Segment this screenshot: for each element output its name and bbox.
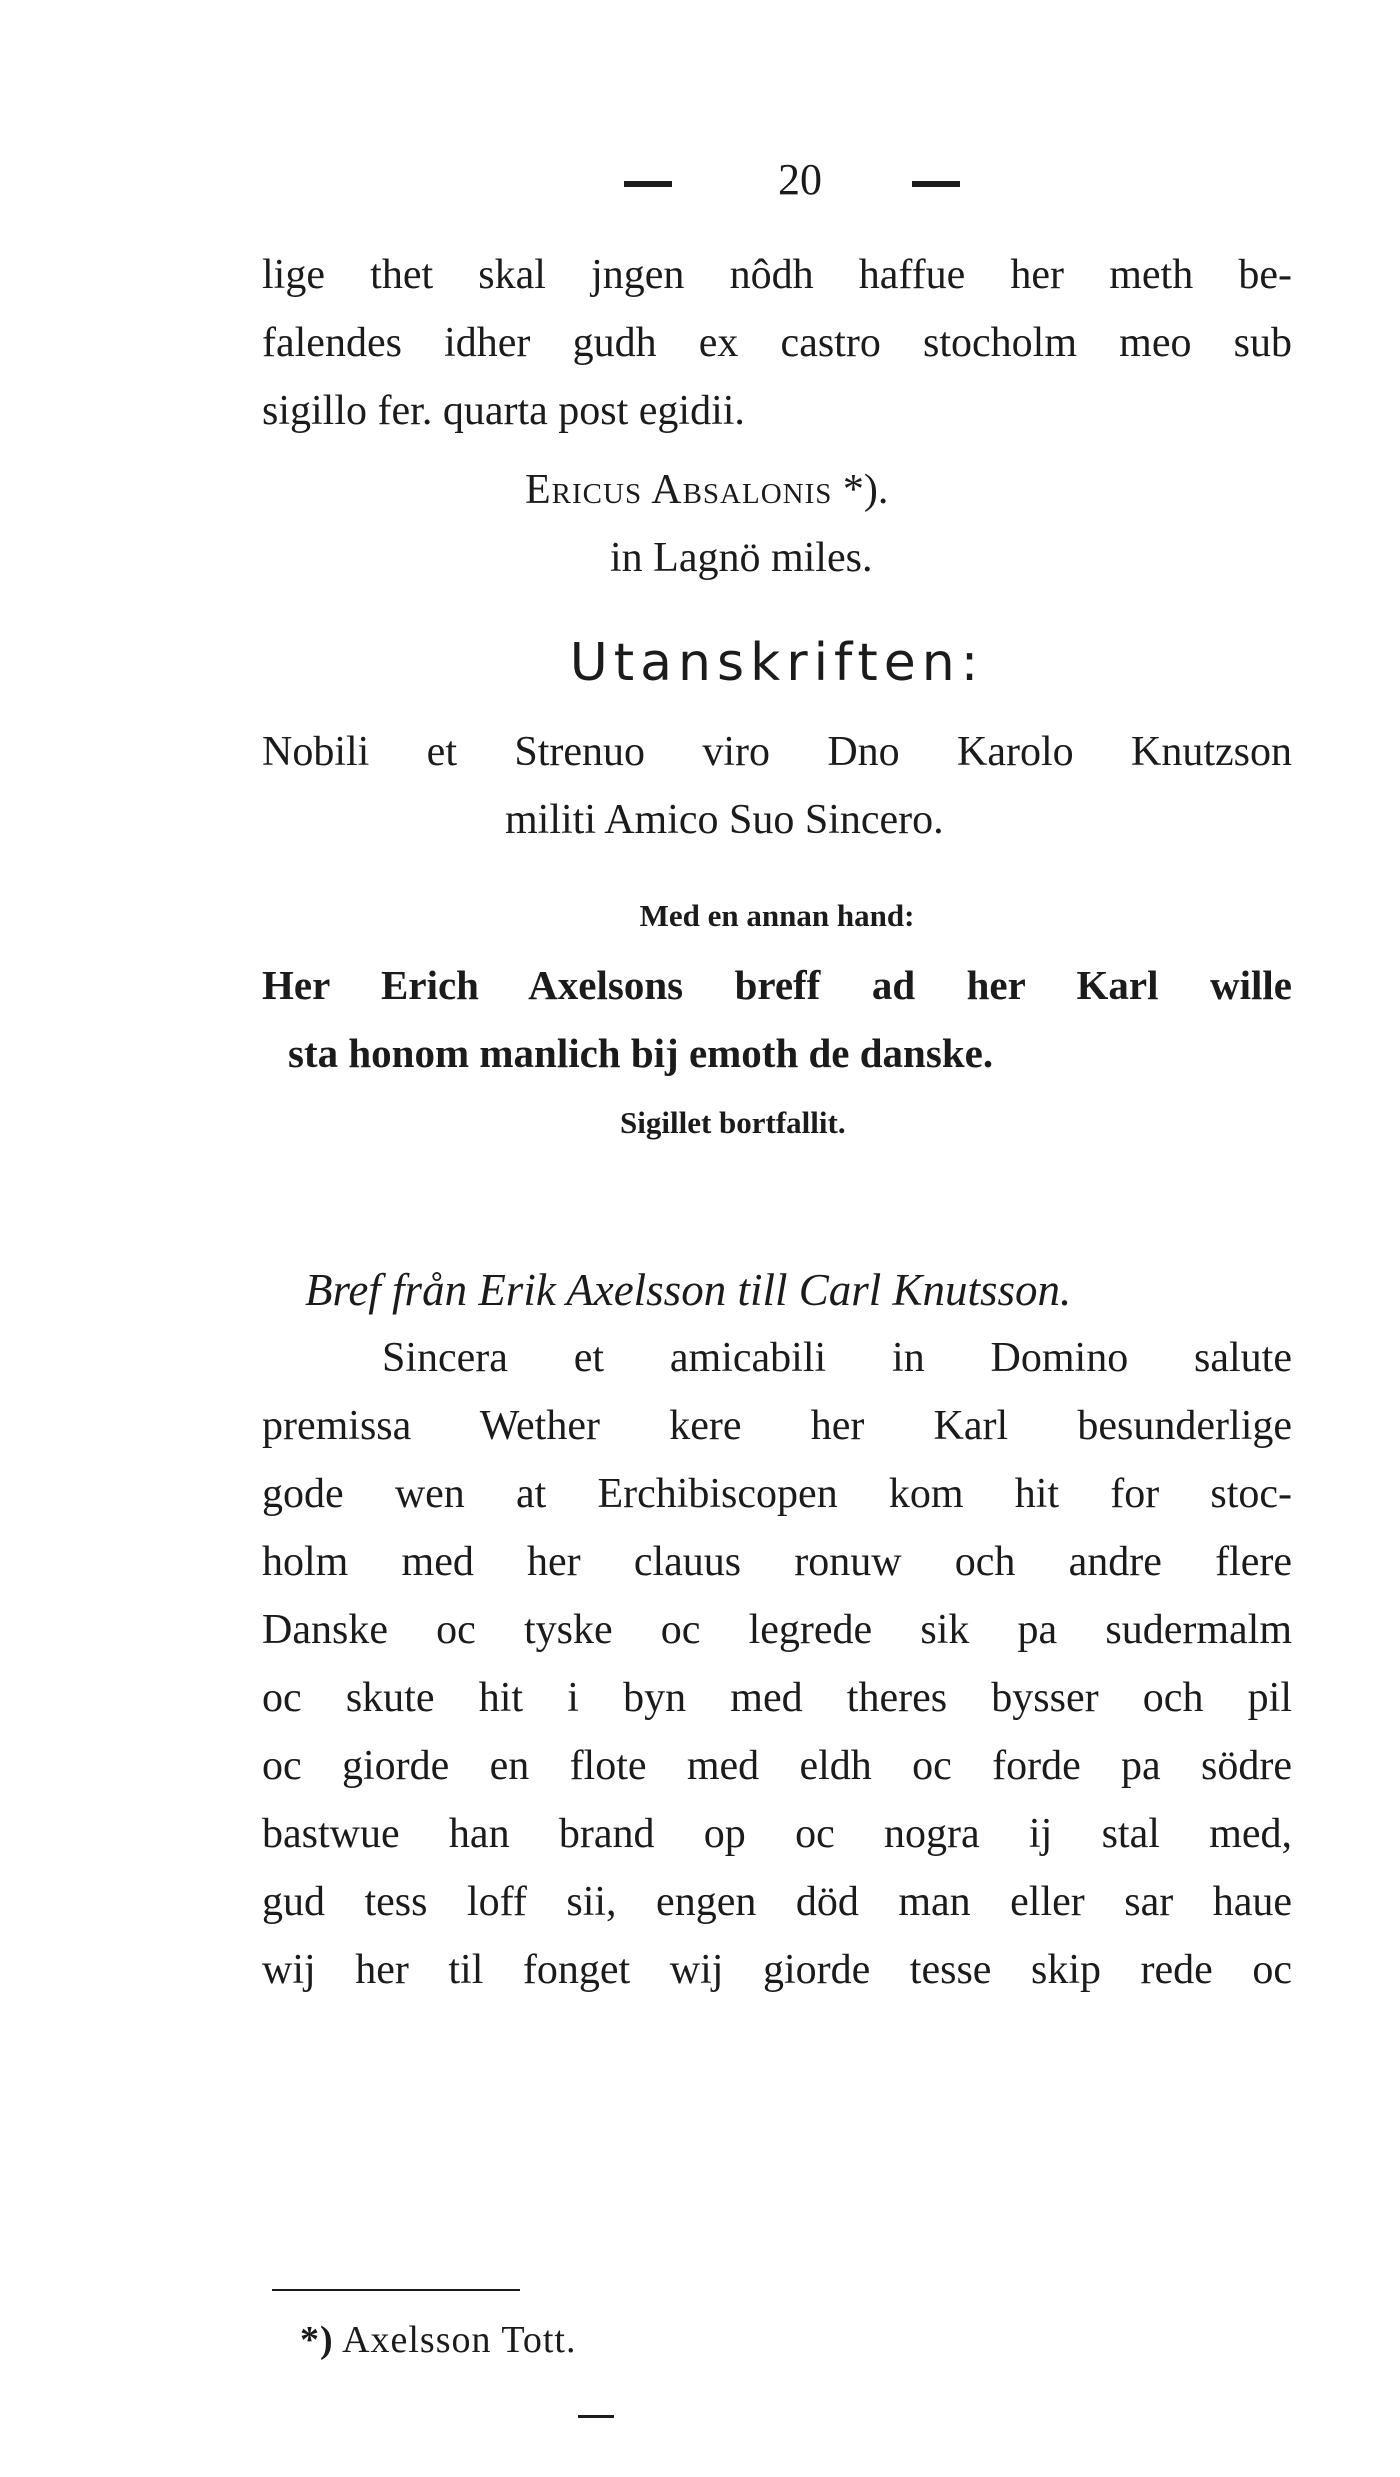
letter2-line-8: bastwue han brand op oc nogra ij stal med, [262,1811,1292,1857]
letter2-line-1: Sincera et amicabili in Domino salute [382,1335,1292,1381]
signature [525,460,1125,520]
other-hand-heading: Med en annan hand: [639,898,915,933]
page-header [0,150,1400,210]
address-line-2: militi Amico Suo Sincero. [505,797,944,843]
letter2-line-2: premissa Wether kere her Karl besunderlige [262,1403,1292,1449]
footnote-text: Axelsson Tott. [342,2319,577,2361]
letter2-line-3: gode wen at Erchibiscopen kom hit for stoc- [262,1471,1292,1517]
footnote-rule [272,2289,520,2291]
letter2-line-7: oc giorde en flote med eldh oc forde pa södre [262,1743,1292,1789]
signature-place: in Lagnö miles. [610,535,873,581]
letter1-closing-line-3: sigillo fer. quarta post egidii. [262,388,745,434]
other-hand-line-2: sta honom manlich bij emoth de danske. [288,1030,994,1076]
header-dash-right [912,181,960,187]
letter2-title: Bref från Erik Axelsson till Carl Knutsson. [305,1265,1072,1315]
signature-footnote-mark: *). [842,467,889,513]
letter2-line-9: gud tess loff sii, engen död man eller sar haue [262,1879,1292,1925]
letter1-closing-line-2: falendes idher gudh ex castro stocholm meo sub [262,320,1292,366]
letter2-line-4: holm med her clauus ronuw och andre flere [262,1539,1292,1585]
address-line-1: Nobili et Strenuo viro Dno Karolo Knutzson [262,729,1292,775]
letter2-line-5: Danske oc tyske oc legrede sik pa sudermalm [262,1607,1292,1653]
bottom-mark [578,2415,614,2418]
footnote-marker: *) [300,2319,334,2361]
footnote [300,2310,900,2370]
other-hand-line-1: Her Erich Axelsons breff ad her Karl wille [262,962,1292,1008]
address-heading: Utanskriften: [569,633,985,693]
letter1-closing-line-1: lige thet skal jngen nôdh haffue her meth be- [262,252,1292,298]
header-dash-left [624,181,672,187]
signature-name: Ericus Absalonis [525,467,833,513]
letter2-line-10: wij her til fonget wij giorde tesse skip rede oc [262,1947,1292,1993]
page-number: 20 [778,155,822,204]
letter2-line-6: oc skute hit i byn med theres bysser och pil [262,1675,1292,1721]
seal-note: Sigillet bortfallit. [620,1105,846,1140]
